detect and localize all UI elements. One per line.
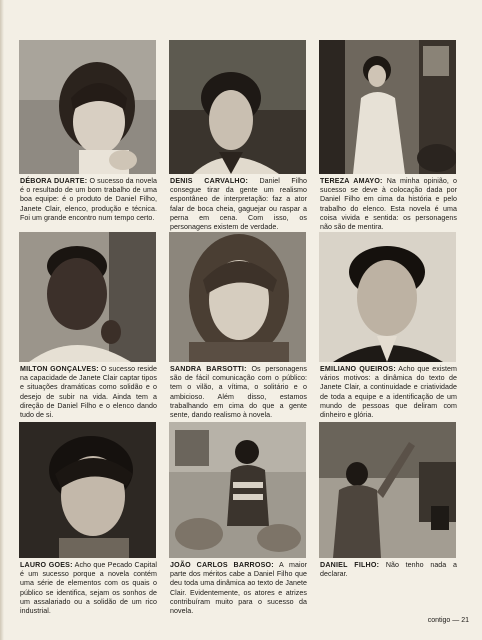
caption-name: DENIS CARVALHO:	[170, 177, 249, 185]
caption-text: O sucesso reside na capacidade de Janete Clair captar tipos e situações dramáticas como solidão e o desejo de subir na vida. Ainda tem a direção de Daniel Filho e o elenco dando tudo de si.	[20, 365, 157, 420]
caption-text: O sucesso da novela é o resultado de um bom trabalho de uma boa equipe: é o produto de Daniel Filho, Janete Clair, elenco, produção e técnica. Foi um grande encontro num tempo certo.	[20, 177, 157, 222]
caption-daniel-filho	[320, 561, 457, 579]
caption-name: SANDRA BARSOTTI:	[170, 365, 247, 373]
caption-name: DANIEL FILHO:	[320, 561, 380, 569]
photo-denis-carvalho	[169, 40, 306, 174]
photo-sandra-barsotti	[169, 232, 306, 362]
page-binding-shadow	[0, 0, 4, 640]
caption-text: Acho que existem vários motivos: a dinâmica do texto de Janete Clair, a continuidade e criatividade de toda a equipe e a identificação de um mundo de pessoas que deliram com dinheiro e glória.	[320, 365, 457, 420]
caption-text: A maior parte dos méritos cabe a Daniel Filho que deu toda uma dinâmica ao texto de Janete Clair. Evidentemente, os atores e atrizes contribuíram muito para o sucesso da novela.	[170, 561, 307, 616]
caption-denis-carvalho	[170, 177, 307, 232]
caption-text: Na minha opinião, o sucesso se deve à colocação dada por Daniel Filho em cima da história e pelo trabalho do elenco. Esta novela é uma coisa vivida e sentida: os personagens não são de mentira.	[320, 177, 457, 232]
caption-lauro-goes	[20, 561, 157, 616]
caption-name: EMILIANO QUEIROS:	[320, 365, 396, 373]
caption-name: LAURO GOES:	[20, 561, 73, 569]
caption-text: Não tenho nada a declarar.	[320, 561, 457, 579]
photo-tereza-amayo	[319, 40, 456, 174]
caption-name: DÉBORA DUARTE:	[20, 177, 88, 185]
caption-text: Os personagens são de fácil comunicação com o público: tem o vilão, a vítima, o solitário e o ambicioso. Além disso, estamos trabalhando em cima do que a gente sente, dando realismo à novela.	[170, 365, 307, 420]
photo-joao-carlos-barroso	[169, 422, 306, 558]
caption-debora-duarte	[20, 177, 157, 223]
page-footer: contigo — 21	[427, 617, 469, 624]
caption-name: JOÃO CARLOS BARROSO:	[170, 561, 274, 569]
photo-daniel-filho	[319, 422, 456, 558]
caption-tereza-amayo	[320, 177, 457, 232]
caption-text: Acho que Pecado Capital é um sucesso porque a novela contém uma série de elementos com os quais o público se identifica, sejam os sonhos de um assalariado ou a solidão de um rico industrial.	[20, 561, 157, 616]
caption-sandra-barsotti	[170, 365, 307, 420]
photo-lauro-goes	[19, 422, 156, 558]
caption-joao-carlos-barroso	[170, 561, 307, 616]
caption-name: TEREZA AMAYO:	[320, 177, 383, 185]
photo-emiliano-queiros	[319, 232, 456, 362]
caption-emiliano-queiros	[320, 365, 457, 420]
caption-text: Daniel Filho consegue tirar da gente um realismo espontâneo de interpretação: faz a ator falar de boca cheia, gaguejar ou raspar a perna em cena. Com isso, os personagens existem de verdade.	[170, 177, 308, 232]
caption-name: MILTON GONÇALVES:	[20, 365, 99, 373]
photo-milton-goncalves	[19, 232, 156, 362]
caption-milton-goncalves	[20, 365, 157, 420]
photo-debora-duarte	[19, 40, 156, 174]
